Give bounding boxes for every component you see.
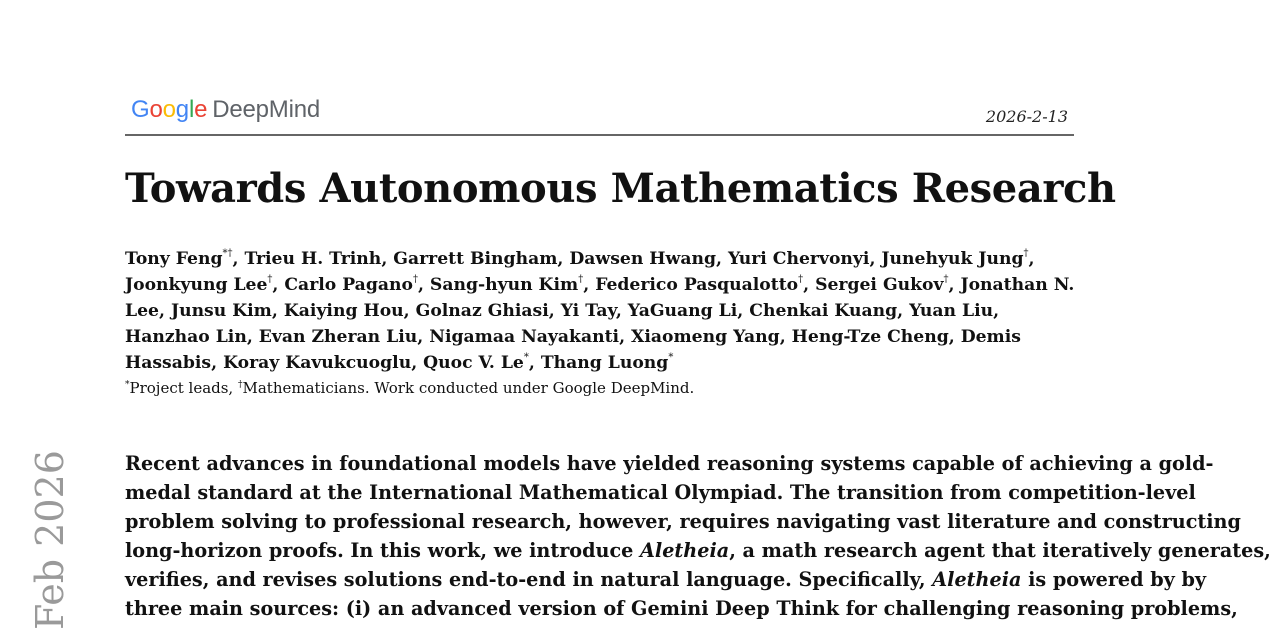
author-affiliation-mark: †	[1023, 248, 1029, 259]
affiliation-text-1: Project leads,	[129, 379, 238, 397]
author-name: Junsu Kim	[170, 301, 272, 321]
author-name: YaGuang Li	[627, 301, 738, 321]
author-name: Golnaz Ghiasi	[415, 301, 549, 321]
google-wordmark	[131, 96, 207, 123]
abstract-text: problem solving to professional research, however, requires navigating vast literature and constructing	[125, 510, 1241, 533]
abstract	[125, 449, 1271, 623]
google-letter: o	[149, 96, 163, 123]
side-stamp-text: Feb 2026	[28, 450, 72, 630]
author-name: Chenkai Kuang	[749, 301, 898, 321]
author-name: Sergei Gukov	[815, 275, 944, 295]
author-name: Carlo Pagano	[284, 275, 413, 295]
abstract-line	[125, 565, 1207, 594]
author-name: Yi Tay	[560, 301, 616, 321]
abstract-line	[125, 449, 1214, 478]
affiliation-note	[125, 379, 694, 397]
author-name: Thang Luong	[540, 353, 669, 373]
mathematician-mark: †	[237, 380, 243, 390]
agent-name: Aletheia	[640, 539, 730, 562]
author-name: Hanzhao Lin	[125, 327, 247, 347]
author-affiliation-mark: *	[668, 352, 674, 363]
affiliation-text-2: Mathematicians. Work conducted under Google DeepMind.	[242, 379, 695, 397]
abstract-line	[125, 507, 1241, 536]
google-deepmind-logo	[131, 96, 320, 124]
author-affiliation-mark: †	[412, 274, 418, 285]
author-name: Heng-Tze Cheng	[791, 327, 949, 347]
author-affiliation-mark: †	[267, 274, 273, 285]
google-letter: l	[188, 96, 195, 123]
author-name: Kaiying Hou	[283, 301, 404, 321]
author-name: Quoc V. Le	[423, 353, 524, 373]
paper-title: Towards Autonomous Mathematics Research	[125, 165, 1116, 212]
author-name: Dawsen Hwang	[569, 249, 716, 269]
author-name: Xiaomeng Yang	[631, 327, 780, 347]
project-lead-mark: *	[125, 380, 130, 390]
arxiv-side-stamp	[28, 450, 72, 630]
google-letter: o	[162, 96, 176, 123]
abstract-text: verifies, and revises solutions end-to-end in natural language. Specifically,	[125, 568, 933, 591]
author-name: Tony Feng	[125, 249, 223, 269]
author-name: Junehyuk Jung	[881, 249, 1024, 269]
author-name: Yuan Liu	[909, 301, 994, 321]
google-letter: G	[131, 96, 150, 123]
abstract-line	[125, 536, 1271, 565]
author-name: Evan Zheran Liu	[258, 327, 418, 347]
abstract-text: , a math research agent that iteratively generates,	[729, 539, 1271, 562]
author-name: Garrett Bingham	[393, 249, 558, 269]
author-name: Federico Pasqualotto	[595, 275, 799, 295]
google-letter: g	[175, 96, 189, 123]
author-name: Koray Kavukcuoglu	[223, 353, 412, 373]
publication-date: 2026-2-13	[985, 107, 1068, 126]
author-name: Trieu H. Trinh	[244, 249, 382, 269]
paper-header	[125, 92, 1074, 136]
abstract-text: Recent advances in foundational models have yielded reasoning systems capable of achieving a gold-	[125, 452, 1214, 475]
author-affiliation-mark: †	[578, 274, 584, 285]
author-list: Tony Feng*†, Trieu H. Trinh, Garrett Bingham, Dawsen Hwang, Yuri Chervonyi, Junehyuk Jung†, Joonkyung Lee†, Carlo Pagano†, Sang-hyun Kim†, Federico Pasqualotto†, Sergei Gukov†, Jonathan N. Lee, Junsu Kim, Kaiying Hou, Golnaz Ghiasi, Yi Tay, YaGuang Li, Chenkai Kuang, Yuan Liu, Hanzhao Lin, Evan Zheran Liu, Nigamaa Nayakanti, Xiaomeng Yang, Heng-Tze Cheng, Demis Hassabis, Koray Kavukcuoglu, Quoc V. Le*, Thang Luong*	[125, 248, 1075, 373]
abstract-text: medal standard at the International Mathematical Olympiad. The transition from competition-level	[125, 481, 1196, 504]
author-name: Joonkyung Lee	[125, 275, 268, 295]
author-name: Sang-hyun Kim	[429, 275, 579, 295]
author-name: Nigamaa Nayakanti	[429, 327, 620, 347]
author-affiliation-mark: †	[798, 274, 804, 285]
abstract-text: long-horizon proofs. In this work, we introduce	[125, 539, 641, 562]
abstract-line	[125, 594, 1238, 623]
author-affiliation-mark: *	[523, 352, 529, 363]
author-affiliation-mark: †	[943, 274, 949, 285]
google-letter: e	[194, 96, 208, 123]
author-name: Demis Hassabis	[125, 327, 1021, 373]
agent-name: Aletheia	[932, 568, 1022, 591]
author-name: Jonathan N. Lee	[125, 275, 1075, 321]
deepmind-wordmark: DeepMind	[212, 96, 321, 123]
author-name: Yuri Chervonyi	[727, 249, 870, 269]
abstract-line	[125, 478, 1196, 507]
abstract-text: is powered by by	[1021, 568, 1207, 591]
author-affiliation-mark: *†	[222, 248, 233, 259]
abstract-text: three main sources: (i) an advanced version of Gemini Deep Think for challenging reasoning problems,	[125, 597, 1238, 620]
